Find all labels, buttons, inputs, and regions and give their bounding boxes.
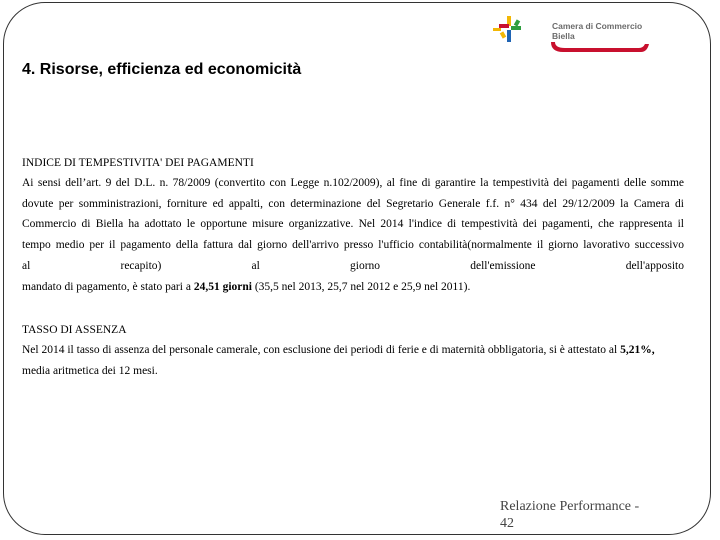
text: (35,5 nel 2013, 25,7 nel 2012 e 25,9 nel 2011). [251, 280, 471, 293]
paragraph-line: Commercio di Biella ha adottato le opportune misure organizzative. Nel 2014 l'indice di tempestività dei pagamenti, che rappresenta il [22, 218, 684, 231]
section-assenza [22, 320, 684, 381]
footer-label: Relazione Performance - [500, 499, 640, 514]
highlight-value: 24,51 giorni [193, 280, 252, 293]
page-number: 42 [500, 516, 514, 531]
paragraph-line-spread [22, 256, 684, 277]
text: mandato di pagamento, è stato pari a [22, 280, 194, 293]
logo-text [552, 21, 642, 41]
paragraph-line: media aritmetica dei 12 mesi. [22, 364, 158, 377]
paragraph-line [22, 277, 684, 298]
logo-mark-icon [493, 16, 521, 42]
text: Nel 2014 il tasso di assenza del personale camerale, con esclusione dei periodi di ferie e di maternità obbligatoria, si è attestato al [22, 344, 621, 356]
word: dell'apposito [625, 259, 684, 272]
logo-line1: Camera di Commercio [552, 21, 643, 31]
paragraph-line [22, 340, 684, 361]
section-heading: INDICE DI TEMPESTIVITA' DEI PAGAMENTI [22, 157, 254, 169]
word: giorno [350, 259, 381, 272]
word: al [22, 259, 31, 272]
paragraph-line: tempo medio per il pagamento della fattura dal giorno dell'arrivo presso l'ufficio contabilità(normalmente il giorno lavorativo successivo [22, 239, 684, 252]
highlight-value: 5,21%, [620, 344, 655, 356]
logo-swoosh [551, 42, 649, 52]
paragraph-line: Ai sensi dell’art. 9 del D.L. n. 78/2009 (convertito con Legge n.102/2009), al fine di garantire la tempestività dei pagamenti delle somme [22, 177, 684, 189]
footer [500, 498, 660, 532]
logo-line2: Biella [552, 31, 575, 41]
word: al [251, 259, 260, 272]
section-heading: TASSO DI ASSENZA [22, 324, 127, 336]
page-title: 4. Risorse, efficienza ed economicità [22, 61, 302, 78]
paragraph-line: dovute per somministrazioni, forniture ed appalti, con determinazione del Segretario Generale f.f. n° 434 del 29/12/2009 la Camera di [22, 197, 684, 210]
section-tempestivita [22, 153, 684, 297]
word: dell'emissione [470, 259, 536, 272]
word: recapito) [120, 259, 162, 272]
